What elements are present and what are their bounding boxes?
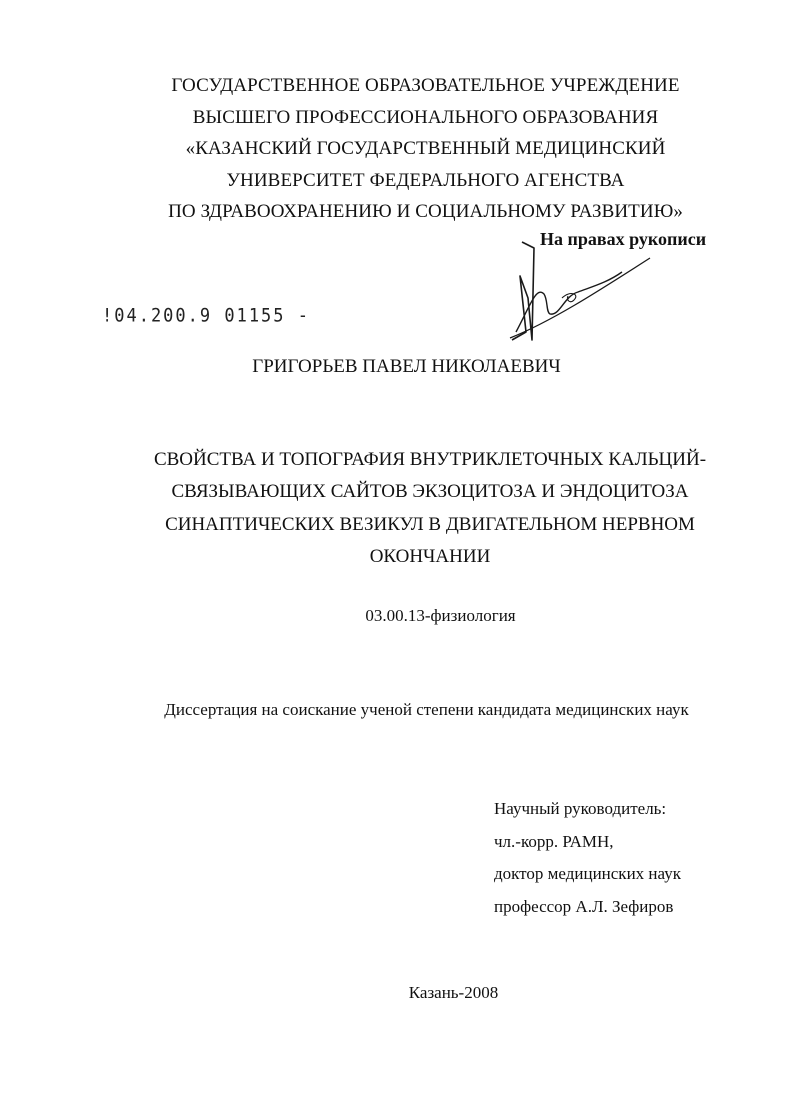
thesis-title-line: ОКОНЧАНИИ xyxy=(369,545,491,567)
rights-note: На правах рукописи xyxy=(540,229,707,249)
author-name: ГРИГОРЬЕВ ПАВЕЛ НИКОЛАЕВИЧ xyxy=(252,356,561,377)
institution-line: УНИВЕРСИТЕТ ФЕДЕРАЛЬНОГО АГЕНСТВА xyxy=(226,169,625,191)
dissertation-note: Диссертация на соискание ученой степени кандидата медицинских наук xyxy=(164,700,689,719)
institution-header xyxy=(100,70,751,228)
institution-line: ГОСУДАРСТВЕННОЕ ОБРАЗОВАТЕЛЬНОЕ УЧРЕЖДЕНИЕ xyxy=(171,75,680,96)
thesis-title-line: СВОЙСТВА И ТОПОГРАФИЯ ВНУТРИКЛЕТОЧНЫХ КАЛЬЦИЙ- xyxy=(153,449,707,470)
supervisor-line: Научный руководитель: xyxy=(494,799,667,818)
institution-line: ПО ЗДРАВООХРАНЕНИЮ И СОЦИАЛЬНОМУ РАЗВИТИЮ» xyxy=(168,201,683,223)
institution-line: «КАЗАНСКИЙ ГОСУДАРСТВЕННЫЙ МЕДИЦИНСКИЙ xyxy=(185,138,666,160)
specialty-code: 03.00.13-физиология xyxy=(365,606,516,625)
supervisor-line: профессор А.Л. Зефиров xyxy=(494,896,674,916)
thesis-title xyxy=(100,444,760,573)
supervisor-line: доктор медицинских наук xyxy=(494,864,681,883)
supervisor-line: чл.-корр. РАМН, xyxy=(494,831,614,851)
city-year: Казань-2008 xyxy=(408,983,499,1002)
registration-stamp: !04.200.9 01155 - xyxy=(102,305,310,327)
thesis-title-line: СВЯЗЫВАЮЩИХ САЙТОВ ЭКЗОЦИТОЗА И ЭНДОЦИТОЗА xyxy=(171,481,689,503)
handwritten-signature xyxy=(490,236,660,346)
supervisor-block xyxy=(494,793,681,923)
institution-line: ВЫСШЕГО ПРОФЕССИОНАЛЬНОГО ОБРАЗОВАНИЯ xyxy=(192,106,659,128)
thesis-title-line: СИНАПТИЧЕСКИХ ВЕЗИКУЛ В ДВИГАТЕЛЬНОМ НЕРВНОМ xyxy=(165,513,695,535)
